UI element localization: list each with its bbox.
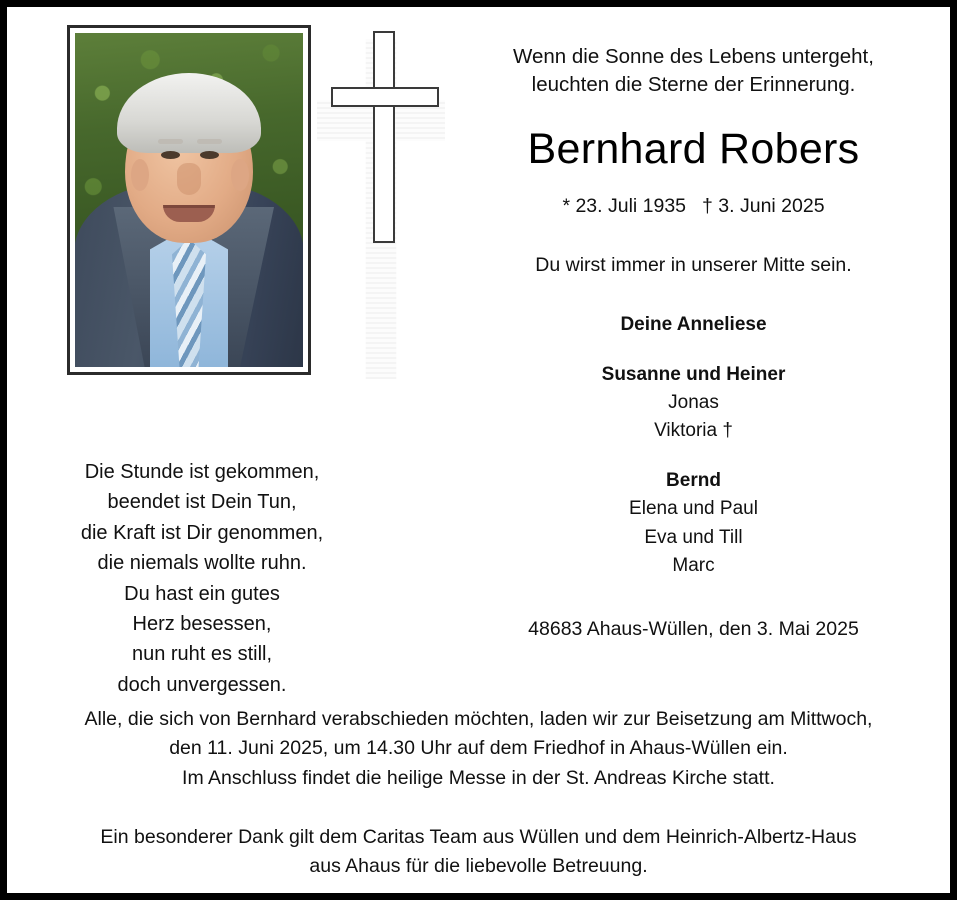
poem-line: die Kraft ist Dir genommen, xyxy=(80,521,324,544)
birth-date: * 23. Juli 1935 xyxy=(562,194,687,217)
opening-verse xyxy=(459,43,928,100)
poem-line: doch unvergessen. xyxy=(117,673,287,696)
right-column xyxy=(459,25,928,641)
place-and-date: 48683 Ahaus-Wüllen, den 3. Mai 2025 xyxy=(528,617,859,640)
eyebrow-left xyxy=(158,139,183,144)
family-member: Jonas xyxy=(668,392,719,414)
thanks-line: Ein besonderer Dank gilt dem Caritas Team aus Wüllen und dem Heinrich-Albertz-Haus xyxy=(100,825,857,848)
photo-frame xyxy=(67,25,311,375)
poem-line: die niemals wollte ruhn. xyxy=(97,552,307,575)
funeral-info-line: Im Anschluss findet die heilige Messe in der St. Andreas Kirche statt. xyxy=(182,766,775,789)
family-group xyxy=(459,467,928,579)
eyebrow-right xyxy=(197,139,222,144)
family-member: Eva und Till xyxy=(644,526,743,548)
family-list xyxy=(459,311,928,580)
photo-block xyxy=(29,25,299,375)
cross-vertical-bar xyxy=(373,31,395,243)
funeral-info-line: Alle, die sich von Bernhard verabschieden möchten, laden wir zur Beisetzung am Mittwoch, xyxy=(84,708,873,730)
poem-line: Du hast ein gutes xyxy=(124,582,280,605)
portrait-photo xyxy=(75,33,303,367)
poem-line: Herz besessen, xyxy=(132,612,272,635)
memorial-poem xyxy=(37,457,367,700)
family-member: Viktoria † xyxy=(654,420,733,442)
funeral-info-line: den 11. Juni 2025, um 14.30 Uhr auf dem Friedhof in Ahaus-Wüllen ein. xyxy=(169,737,788,760)
cross-icon xyxy=(331,31,439,243)
poem-line: Die Stunde ist gekommen, xyxy=(84,461,320,483)
bottom-section xyxy=(29,705,928,881)
family-member: Elena und Paul xyxy=(629,498,758,520)
family-group-heading: Bernd xyxy=(666,470,721,492)
cross-horizontal-bar xyxy=(331,87,439,107)
family-widow: Deine Anneliese xyxy=(620,313,767,335)
ear-left xyxy=(131,159,149,191)
eye-left xyxy=(161,151,180,159)
life-dates xyxy=(459,195,928,218)
cross-block xyxy=(299,25,459,385)
poem-line: beendet ist Dein Tun, xyxy=(107,491,297,514)
thanks-line: aus Ahaus für die liebevolle Betreuung. xyxy=(309,855,648,877)
ear-right xyxy=(231,159,249,191)
funeral-information xyxy=(29,705,928,793)
opening-verse-line: Wenn die Sonne des Lebens untergeht, xyxy=(513,45,874,68)
deceased-name: Bernhard Robers xyxy=(527,124,860,173)
obituary-inner xyxy=(7,7,950,893)
family-group xyxy=(459,361,928,445)
family-member: Marc xyxy=(672,554,715,576)
nose-shape xyxy=(177,163,201,195)
opening-verse-line: leuchten die Sterne der Erinnerung. xyxy=(531,73,856,97)
death-date: † 3. Juni 2025 xyxy=(702,194,825,217)
eye-right xyxy=(200,151,219,159)
family-group-heading: Susanne und Heiner xyxy=(601,363,786,385)
thanks-note xyxy=(29,823,928,882)
poem-line: nun ruht es still, xyxy=(131,643,273,666)
memorial-motto: Du wirst immer in unserer Mitte sein. xyxy=(535,253,852,276)
